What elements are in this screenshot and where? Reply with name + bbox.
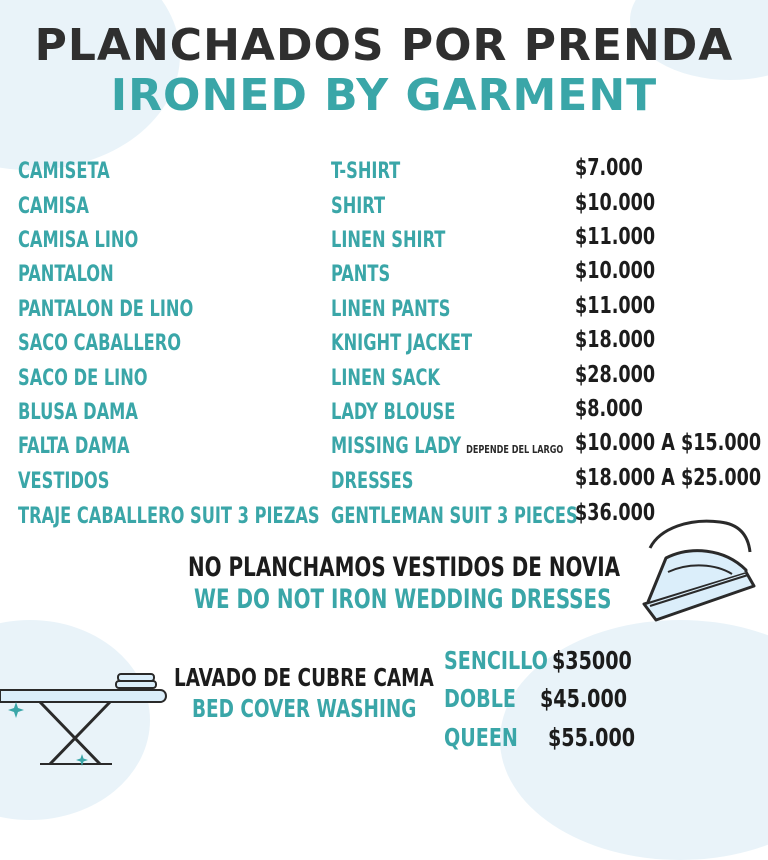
item-price: $36.000: [575, 500, 656, 526]
item-price: $10.000: [575, 190, 656, 216]
item-name-es: TRAJE CABALLERO SUIT 3 PIEZAS: [18, 504, 320, 529]
bed-cover-option-label: QUEEN: [444, 723, 518, 752]
item-price: $7.000: [575, 155, 643, 181]
item-name-es: PANTALON DE LINO: [18, 297, 194, 322]
item-name-es: FALTA DAMA: [18, 434, 130, 459]
price-row: [0, 224, 768, 262]
item-price: $28.000: [575, 362, 656, 388]
item-name-en: LADY BLOUSE: [331, 400, 456, 425]
price-row: [0, 430, 768, 468]
page-subtitle: IRONED BY GARMENT: [110, 70, 658, 121]
price-row: [0, 293, 768, 331]
price-row: [0, 190, 768, 228]
item-price: $18.000: [575, 327, 656, 353]
item-name-es: CAMISETA: [18, 159, 110, 184]
item-name-en: PANTS: [331, 262, 391, 287]
item-name-es: VESTIDOS: [18, 469, 110, 494]
bed-cover-option-price: $55.000: [548, 723, 636, 752]
item-name-en: LINEN SHIRT: [331, 228, 446, 253]
price-row: [0, 396, 768, 434]
price-row: [0, 155, 768, 193]
item-name-en: DRESSES: [331, 469, 414, 494]
item-name-en: GENTLEMAN SUIT 3 PIECES: [331, 504, 578, 529]
bed-cover-title-en: BED COVER WASHING: [192, 694, 417, 723]
item-name-en: [331, 434, 563, 459]
item-name-en-text: MISSING LADY: [331, 434, 462, 459]
item-name-es: SACO DE LINO: [18, 366, 148, 391]
bed-cover-option-label: SENCILLO: [444, 646, 548, 675]
sparkle-icon: [8, 702, 24, 718]
sparkle-icon: [76, 754, 88, 766]
bed-cover-option-price: $45.000: [540, 684, 628, 713]
bed-cover-title-es: LAVADO DE CUBRE CAMA: [174, 663, 434, 692]
price-row: [0, 327, 768, 365]
item-price: $10.000: [575, 258, 656, 284]
item-note: DEPENDE DEL LARGO: [466, 443, 564, 456]
item-price: $10.000 A $15.000: [575, 430, 762, 456]
item-name-es: CAMISA LINO: [18, 228, 139, 253]
item-name-es: PANTALON: [18, 262, 114, 287]
bed-cover-option-price: $35000: [552, 646, 632, 675]
iron-icon: [620, 512, 768, 632]
item-name-es: CAMISA: [18, 194, 89, 219]
price-row: [0, 258, 768, 296]
item-price: $18.000 A $25.000: [575, 465, 762, 491]
item-name-es: SACO CABALLERO: [18, 331, 182, 356]
notice-en: WE DO NOT IRON WEDDING DRESSES: [194, 584, 612, 615]
item-name-en: LINEN PANTS: [331, 297, 451, 322]
item-name-en: SHIRT: [331, 194, 386, 219]
price-row: [0, 465, 768, 503]
notice-es: NO PLANCHAMOS VESTIDOS DE NOVIA: [188, 552, 621, 583]
bed-cover-option-label: DOBLE: [444, 684, 516, 713]
page-title: PLANCHADOS POR PRENDA: [34, 20, 734, 71]
item-name-es: BLUSA DAMA: [18, 400, 138, 425]
item-price: $11.000: [575, 293, 656, 319]
item-name-en: T-SHIRT: [331, 159, 401, 184]
item-name-en: KNIGHT JACKET: [331, 331, 473, 356]
price-row: [0, 362, 768, 400]
ironing-board-icon: [0, 668, 170, 768]
item-name-en: LINEN SACK: [331, 366, 441, 391]
item-price: $11.000: [575, 224, 656, 250]
item-price: $8.000: [575, 396, 643, 422]
